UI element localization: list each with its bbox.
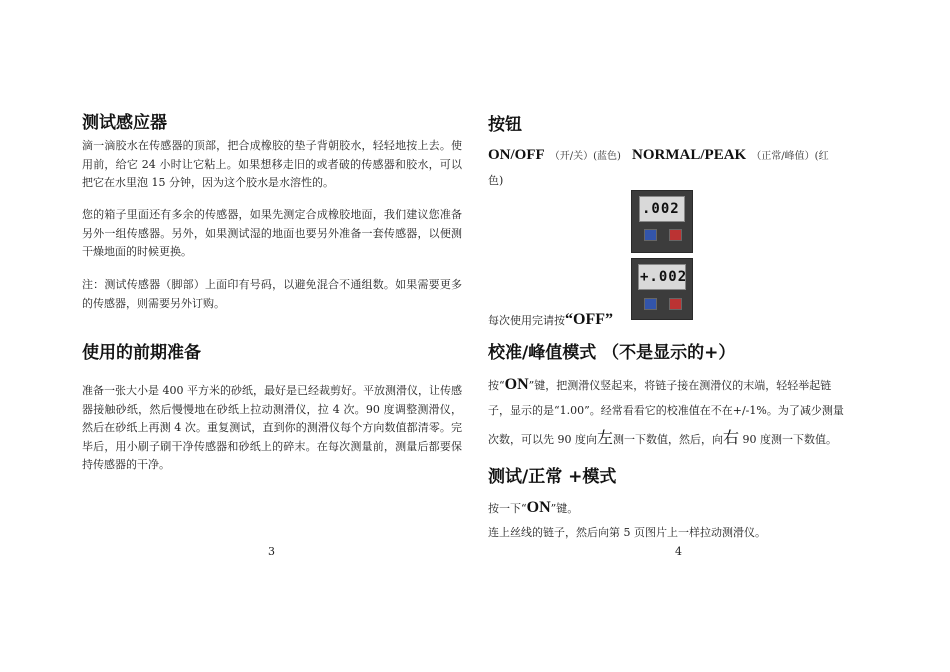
normal-peak-button-icon <box>669 229 682 241</box>
test-suffix: ”键。 <box>550 502 579 515</box>
paragraph-preparation-steps: 准备一张大小是 400 平方米的砂纸，最好是已经裁剪好。平放测滑仪，让传感器接触砂纸，然后慢慢地在砂纸上拉动测滑仪，拉 4 次。90 度调整测滑仪，然后在砂纸上再测 4 次。重复测试，直到你的测滑仪每个方向数值都清零。完毕后，用小刷子刷干净传感器和砂纸上的碎末。在每次测量前，测量后都要保持传感器的干净。 <box>82 384 462 471</box>
normal-peak-note: （正常/峰值）(红 <box>751 151 829 162</box>
test-line-1 <box>488 497 578 517</box>
off-instruction <box>488 309 613 329</box>
calibration-line-3 <box>488 425 837 448</box>
section-heading-test-sensor: 测试感应器 <box>82 113 167 133</box>
calib-on-key: ON <box>504 376 529 393</box>
off-instruction-prefix: 每次使用完请按 <box>488 314 565 327</box>
page-number-left: 3 <box>268 545 275 558</box>
lcd-screen <box>639 196 685 222</box>
button-description-line <box>488 144 829 164</box>
paragraph-extra-sensors: 您的箱子里面还有多余的传感器，如果先测定合成橡胶地面，我们建议您准备另外一组传感器。另外，如果测试湿的地面也要另外准备一套传感器，以便测干燥地面的时候更换。 <box>82 208 462 258</box>
section-heading-test-mode: 测试/正常 +模式 <box>488 467 617 487</box>
device-image-normal <box>631 190 693 253</box>
off-key-label: OFF <box>573 311 605 328</box>
section-heading-calibration: 校准/峰值模式 （不是显示的+） <box>488 343 736 363</box>
off-quote-open: “ <box>565 311 573 328</box>
device-image-peak <box>631 258 693 320</box>
calib-line3-a: 次数，可以先 90 度向 <box>488 433 597 446</box>
test-on-key: ON <box>526 499 551 516</box>
calibration-line-2: 子，显示的是“1.00”。经常看看它的校准值在不在+/-1%。为了减少测量 <box>488 404 844 417</box>
on-off-label: ON/OFF <box>488 147 545 163</box>
calib-prefix: 按“ <box>488 379 505 392</box>
normal-peak-label: NORMAL/PEAK <box>632 147 747 163</box>
paragraph-note-sensor-numbers: 注：测试传感器（脚部）上面印有号码，以避免混合不通组数。如果需要更多的传感器，则需要另外订购。 <box>82 278 462 310</box>
on-off-button-icon <box>644 298 657 310</box>
section-heading-preparation: 使用的前期准备 <box>82 343 201 363</box>
off-quote-close: ” <box>605 311 613 328</box>
calib-rest: ”键，把测滑仪竖起来，将链子接在测滑仪的末端，轻轻举起链 <box>528 379 832 392</box>
calib-line3-c: 90 度测一下数值。 <box>739 433 838 446</box>
paragraph-glue-sensor: 滴一滴胶水在传感器的顶部，把合成橡胶的垫子背朝胶水，轻轻地按上去。使用前，给它 24 小时让它粘上。如果想移走旧的或者破的传感器和胶水，可以把它在水里泡 15 分钟，因为这个胶水是水溶性的。 <box>82 139 462 189</box>
lcd-digits: .002 <box>642 201 680 217</box>
page-number-right: 4 <box>675 545 682 558</box>
normal-peak-button-icon <box>669 298 682 310</box>
test-line-2: 连上丝线的链子，然后向第 5 页图片上一样拉动测滑仪。 <box>488 526 766 539</box>
calib-right-char: 右 <box>723 428 740 447</box>
lcd-digits: +.002 <box>640 269 688 285</box>
on-off-button-icon <box>644 229 657 241</box>
test-prefix: 按一下“ <box>488 502 527 515</box>
calib-line3-b: 测一下数值，然后，向 <box>613 433 724 446</box>
calibration-line-1 <box>488 374 831 394</box>
section-heading-buttons: 按钮 <box>488 115 522 135</box>
on-off-note: （开/关）(蓝色) <box>549 151 621 162</box>
lcd-screen <box>638 264 686 290</box>
calib-left-char: 左 <box>597 428 614 447</box>
button-description-wrap: 色) <box>488 174 504 187</box>
